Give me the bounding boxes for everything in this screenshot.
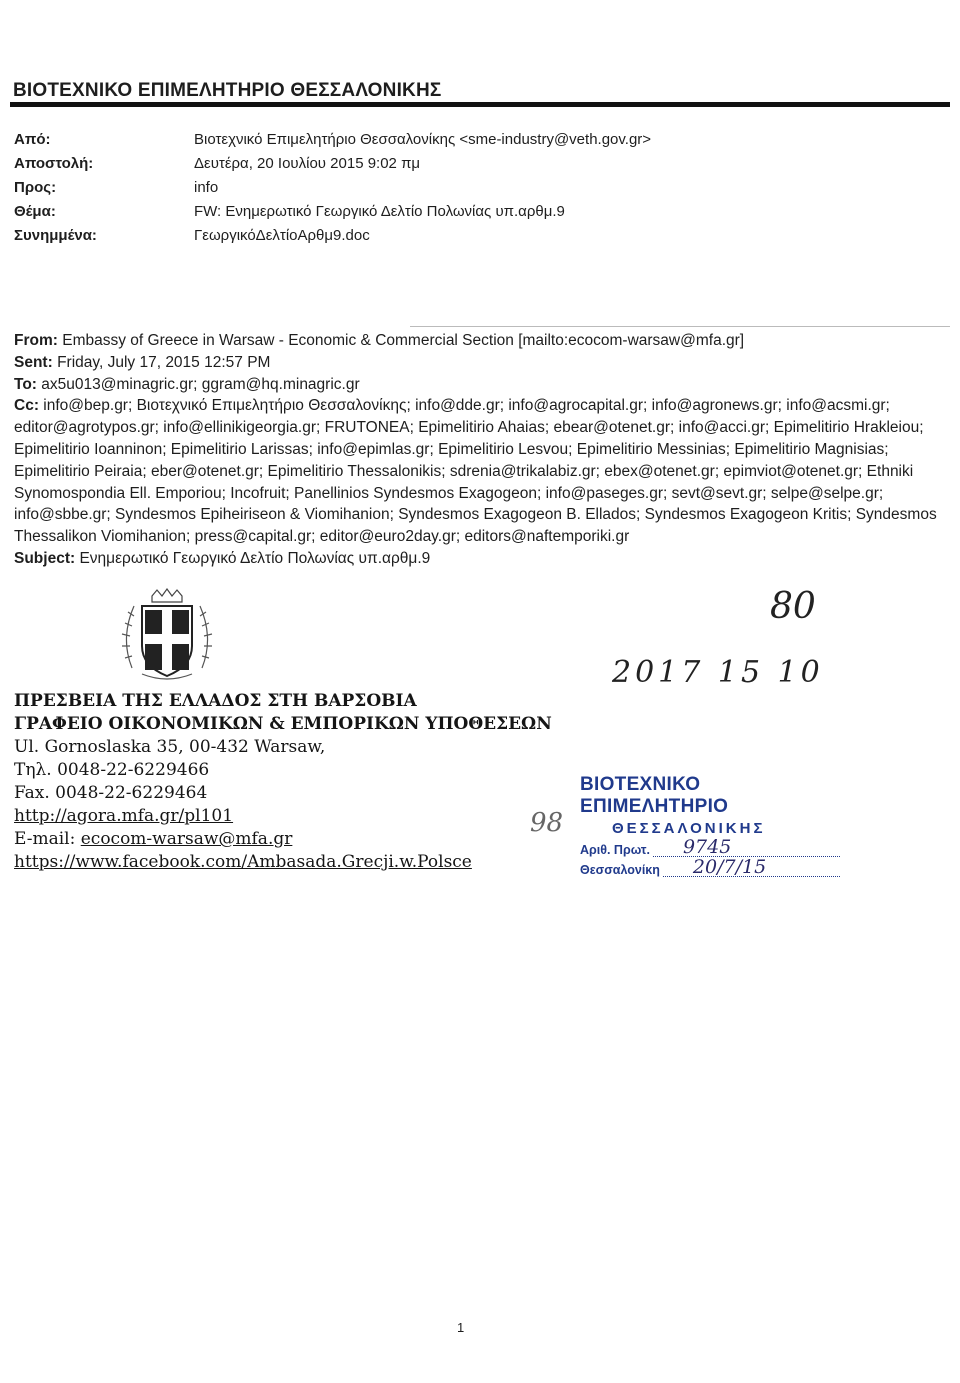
meta-row-from <box>14 128 651 152</box>
stamp-protocol-field <box>653 836 840 858</box>
header-rule <box>10 102 950 107</box>
greek-coat-of-arms-icon <box>112 588 222 688</box>
fwd-sent-label: Sent: <box>14 353 53 371</box>
fwd-subject-label: Subject: <box>14 549 76 567</box>
stamp-city: ΘΕΣΣΑΛΟΝΙΚΗΣ <box>612 820 766 837</box>
meta-value: FW: Ενημερωτικό Γεωργικό Δελτίο Πολωνίας υπ.αρθμ.9 <box>194 203 565 220</box>
embassy-website-link[interactable]: http://agora.mfa.gr/pl101 <box>14 806 234 826</box>
fwd-from-label: From: <box>14 332 58 349</box>
stamp-protocol-label: Αριθ. Πρωτ. <box>580 843 650 857</box>
stamp-date-row <box>580 856 840 878</box>
fwd-to-label: To: <box>14 375 37 393</box>
fwd-cc-value: info@bep.gr; Βιοτεχνικό Επιμελητήριο Θεσσαλονίκης; info@dde.gr; info@agrocapital.gr; info@agronews.gr; info@acsmi.gr; editor@agrotypos.gr; info@ellinikigeorgia.gr; FRUTONEA; Epimelitirio Ahaias; ebear@otenet.gr; info@acci.gr; Epimelitirio Hrakleiou; Epimelitirio Ioanninon; Epimelitirio Larissas; info@epimlas.gr; Epimelitirio Lesvou; Epimelitirio Messinias; Epimelitirio Magnisias; Epimelitirio Peiraia; eber@otenet.gr; Epimelitirio Thessalonikis; sdrenia@trikalabiz.gr; ebex@otenet.gr; epimviot@otenet.gr; Ethniki Synomospondia Ell. Emporiou; Incofruit; Panellinios Syndesmos Exagogeon; info@paseges.gr; sevt@sevt.gr; selpe@selpe.gr; info@sbbe.gr; Syndesmos Epiheiriseon & Viomihanion; Syndesmos Exagogeon B. Ellados; Syndesmos Exagogeon Kritis; Syndesmos Thessalikon Viomihanion; press@capital.gr; editor@euro2day.gr; editors@naftemporiki.gr <box>14 397 937 546</box>
fwd-cc-label: Cc: <box>14 397 39 415</box>
stamp-org: ΒΙΟΤΕΧΝΙΚΟ ΕΠΙΜΕΛΗΤΗΡΙΟ <box>580 774 729 817</box>
meta-value: Δευτέρα, 20 Ιουλίου 2015 9:02 πμ <box>194 155 421 172</box>
meta-row-attachments <box>14 224 651 248</box>
handwritten-date-mark: 2017 15 10 <box>612 655 824 690</box>
meta-label: Συνημμένα: <box>14 227 97 244</box>
embassy-signature <box>14 690 552 874</box>
meta-label: Αποστολή: <box>14 155 94 172</box>
fwd-from-value: Embassy of Greece in Warsaw - Economic & Commercial Section [mailto:ecocom-warsaw@mfa.gr] <box>62 332 745 349</box>
fwd-to <box>14 374 944 396</box>
stamp-date-value: 20/7/15 <box>692 856 767 878</box>
meta-row-to <box>14 176 651 200</box>
forward-separator <box>410 326 950 327</box>
handwritten-side-mark: 98 <box>530 808 564 838</box>
meta-label: Θέμα: <box>14 203 56 220</box>
fwd-from <box>14 330 944 352</box>
stamp-protocol-row <box>580 836 840 858</box>
attachment-filename: ΓεωργικόΔελτίοΑρθμ9.doc <box>194 227 370 244</box>
embassy-name: ΠΡΕΣΒΕΙΑ ΤΗΣ ΕΛΛΑΔΟΣ ΣΤΗ ΒΑΡΣΟΒΙΑ <box>14 691 417 711</box>
stamp-date-field <box>663 856 840 878</box>
embassy-facebook-link[interactable]: https://www.facebook.com/Ambasada.Grecji.w.Polsce <box>14 852 472 872</box>
meta-label: Προς: <box>14 179 57 196</box>
meta-label: Από: <box>14 131 51 148</box>
receipt-stamp <box>580 774 840 877</box>
fwd-to-value: ax5u013@minagric.gr; ggram@hq.minagric.gr <box>41 375 360 393</box>
embassy-phone: Τηλ. 0048-22-6229466 <box>14 760 210 780</box>
fwd-sent-value: Friday, July 17, 2015 12:57 PM <box>57 353 271 371</box>
handwritten-ref-number: 80 <box>770 586 816 627</box>
meta-value: Βιοτεχνικό Επιμελητήριο Θεσσαλονίκης <sme-industry@veth.gov.gr> <box>194 131 652 148</box>
embassy-email-link[interactable]: ecocom-warsaw@mfa.gr <box>80 829 293 849</box>
fwd-cc <box>14 395 944 548</box>
embassy-email-line <box>14 828 552 851</box>
forwarded-header <box>14 330 944 570</box>
fwd-subject <box>14 548 944 570</box>
email-prefix: E-mail: <box>14 829 81 849</box>
embassy-office: ΓΡΑΦΕΙΟ ΟΙΚΟΝΟΜΙΚΩΝ & ΕΜΠΟΡΙΚΩΝ ΥΠΟΘΕΣΕΩΝ <box>14 714 552 734</box>
meta-value: info <box>194 179 219 196</box>
organization-title: ΒΙΟΤΕΧΝΙΚΟ ΕΠΙΜΕΛΗΤΗΡΙΟ ΘΕΣΣΑΛΟΝΙΚΗΣ <box>13 80 442 101</box>
page-number: 1 <box>457 1320 465 1335</box>
fwd-sent <box>14 352 944 374</box>
meta-row-subject <box>14 200 651 224</box>
message-meta <box>14 128 651 248</box>
embassy-fax: Fax. 0048-22-6229464 <box>14 783 208 803</box>
meta-row-sent <box>14 152 651 176</box>
stamp-city-label: Θεσσαλονίκη <box>580 863 660 877</box>
embassy-address: Ul. Gornoslaska 35, 00-432 Warsaw, <box>14 737 326 757</box>
fwd-subject-value: Ενημερωτικό Γεωργικό Δελτίο Πολωνίας υπ.αρθμ.9 <box>79 549 431 567</box>
stamp-protocol-value: 9745 <box>682 836 732 858</box>
